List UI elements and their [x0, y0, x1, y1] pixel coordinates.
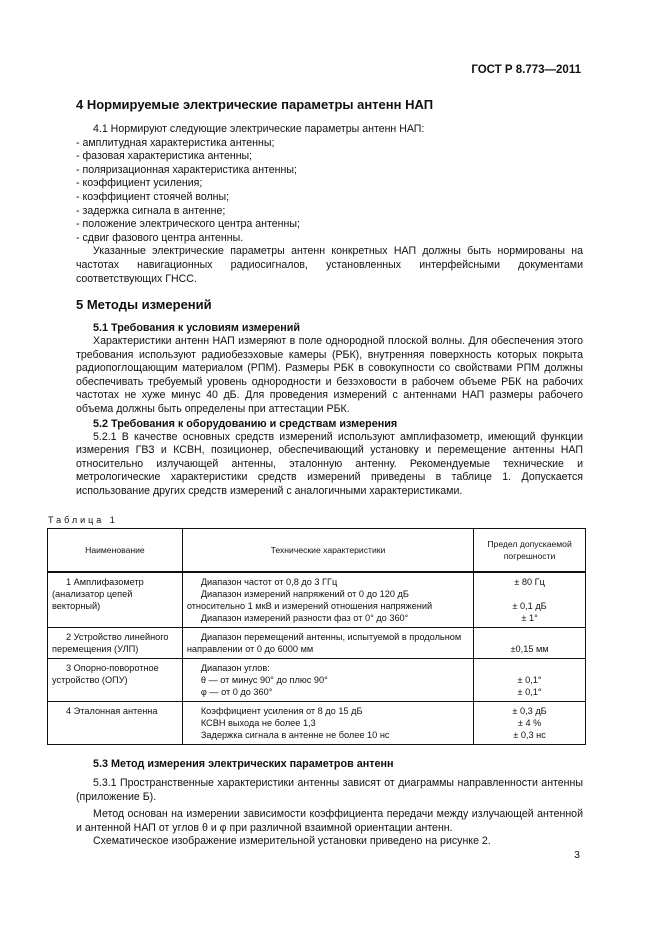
paragraph: Схематическое изображение измерительной установки приведено на рисунке 2.: [93, 835, 491, 848]
spec-line: φ — от 0 до 360°: [200, 687, 273, 697]
table-row: [48, 659, 586, 702]
row-name: 3 Опорно-поворотное устройство (ОПУ): [48, 659, 183, 702]
error-value: ± 0,3 нс: [513, 730, 546, 740]
page-number: 3: [574, 849, 580, 861]
section-4: [76, 97, 583, 286]
table-row: [48, 572, 586, 628]
spec-line: Диапазон измерений разности фаз от 0° до 360°: [200, 613, 409, 623]
list-item: - задержка сигнала в антенне;: [76, 204, 226, 217]
section-5-3: [76, 757, 583, 849]
subsection-5-3-title: 5.3 Метод измерения электрических параметров антенн: [93, 758, 394, 770]
subsection-5-1-title: 5.1 Требования к условиям измерений: [93, 322, 301, 334]
subsection-5-2-1-text: 5.2.1 В качестве основных средств измерений используют амплифазометр, имеющий функции измерения ГВЗ и КСВН, позиционер, обеспечивающий установку и перемещение антенны НАП относительно излучающей антенны, эталонную антенну. Рекомендуемые технические и метрологические характеристики средств измерений приведены в таблице 1. Допускается использование других средств измерений с аналогичными характеристиками.: [76, 430, 583, 497]
error-value: ± 0,1°: [517, 675, 542, 685]
section-4-intro: 4.1 Нормируют следующие электрические параметры антенн НАП:: [93, 123, 425, 135]
error-value: ± 0,1 дБ: [512, 601, 547, 611]
list-item: - амплитудная характеристика антенны;: [76, 136, 275, 149]
spec-line: Задержка сигнала в антенне не более 10 нс: [200, 730, 390, 740]
row-name: 2 Устройство линейного перемещения (УЛП): [48, 628, 183, 659]
row-errors: [474, 659, 586, 702]
spec-line: Диапазон измерений напряжений от 0 до 120 дБ относительно 1 мкВ и измерений отношения напряжений: [186, 589, 433, 611]
spec-line: Диапазон частот от 0,8 до 3 ГГц: [200, 577, 338, 587]
list-item: - фазовая характеристика антенны;: [76, 150, 253, 163]
row-specs: Диапазон перемещений антенны, испытуемой в продольном направлении от 0 до 6000 мм: [182, 628, 473, 659]
row-errors: [474, 628, 586, 659]
subsection-5-2-title: 5.2 Требования к оборудованию и средствам измерения: [93, 417, 398, 430]
table-row: [48, 628, 586, 659]
header-specs: Технические характеристики: [182, 529, 473, 573]
row-specs: [182, 702, 473, 745]
paragraph: 5.3.1 Пространственные характеристики антенны зависят от диаграммы направленности антенны (приложение Б).: [76, 777, 583, 803]
table-header-row: [48, 529, 586, 573]
error-value: ±0,15 мм: [510, 644, 549, 654]
error-value: ± 0,3 дБ: [512, 706, 547, 716]
row-errors: [474, 572, 586, 628]
spec-line: КСВН выхода не более 1,3: [200, 718, 316, 728]
spec-line: Коэффициент усиления от 8 до 15 дБ: [200, 706, 363, 716]
header-error: Предел допускаемой погрешности: [474, 529, 586, 573]
list-item: - коэффициент стоячей волны;: [76, 190, 230, 203]
section-5-title: 5 Методы измерений: [76, 297, 212, 312]
document-id: ГОСТ Р 8.773—2011: [471, 64, 581, 76]
error-value: ± 0,1°: [517, 687, 542, 697]
error-value: ± 80 Гц: [514, 577, 545, 587]
parameter-list: [76, 137, 583, 246]
row-specs: [182, 572, 473, 628]
spec-line: θ — от минус 90° до плюс 90°: [200, 675, 328, 685]
row-name: 4 Эталонная антенна: [48, 702, 183, 745]
subsection-5-1-text: Характеристики антенн НАП измеряют в поле однородной плоской волны. Для обеспечения этого требования используют радиобезэховые камеры (РБК), внутренняя поверхность которых покрыта радиопоглощающим материалом (РПМ). Размеры РБК в совокупности со свойствами РПМ должны обеспечивать требуемый уровень однородности и безэховости в рабочем объеме РБК на рабочих частотах не хуже минус 40 дБ. Для проведения измерений с антеннами НАП размеры рабочего объема должны быть определены при аттестации РБК.: [76, 335, 583, 415]
row-name: 1 Амплифазометр (анализатор цепей векторный): [48, 572, 183, 628]
error-value: ± 1°: [521, 613, 538, 623]
list-item: - сдвиг фазового центра антенны.: [76, 231, 244, 244]
list-item: - положение электрического центра антенны;: [76, 218, 300, 231]
list-item: - коэффициент усиления;: [76, 177, 203, 190]
table-caption: Таблица 1: [48, 515, 118, 525]
section-5: [76, 297, 583, 499]
section-4-title: 4 Нормируемые электрические параметры антенн НАП: [76, 97, 434, 112]
paragraph: Метод основан на измерении зависимости коэффициента передачи между излучающей антенной и антенной НАП от углов θ и φ при различной взаимной ориентации антенн.: [76, 808, 583, 834]
list-item: - поляризационная характеристика антенны;: [76, 163, 297, 176]
error-value: ± 4 %: [517, 718, 542, 728]
equipment-table: [47, 528, 586, 745]
header-name: Наименование: [48, 529, 183, 573]
row-specs: [182, 659, 473, 702]
spec-line: Диапазон углов:: [200, 663, 270, 673]
section-4-outro: Указанные электрические параметры антенн конкретных НАП должны быть нормированы на частотах навигационных радиосигналов, установленных интерфейсными документами соответствующих ГНСС.: [76, 245, 583, 285]
table-row: [48, 702, 586, 745]
row-errors: [474, 702, 586, 745]
